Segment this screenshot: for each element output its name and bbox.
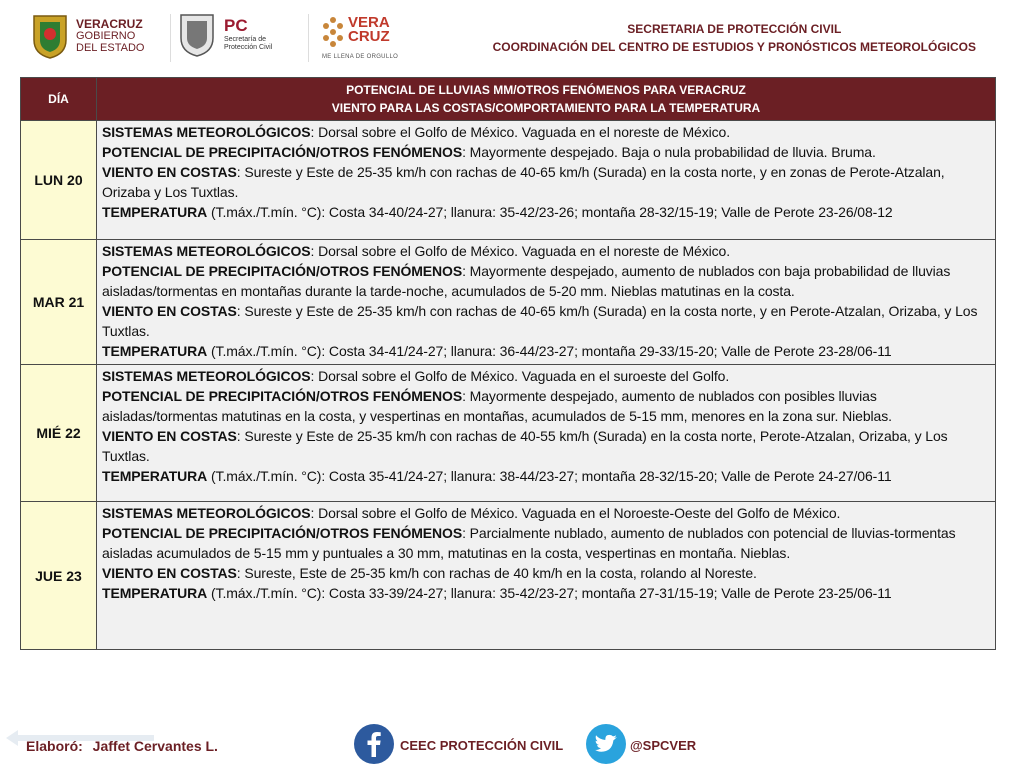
elaboro-name: Jaffet Cervantes L. [92,738,218,754]
conditions-cell [97,365,996,502]
table-row [21,365,996,502]
pc-line1: Secretaría de [224,36,267,43]
potencial-line [102,386,989,426]
temperatura-line [102,583,989,603]
temperatura-label: TEMPERATURA [102,585,208,601]
temperatura-text: (T.máx./T.mín. °C): Costa 35-41/24-27; llanura: 38-44/23-27; montaña 28-32/15-20; Valle de Perote 24-27/06-11 [207,468,892,484]
potencial-line [102,142,989,162]
forecast-table [20,77,996,650]
viento-text: : Sureste y Este de 25-35 km/h con rachas de 40-65 km/h (Surada) en la costa norte, y en zonas de Perote-Atzalan, Orizaba y Los Tuxtlas. [102,164,945,200]
title-line2: COORDINACIÓN DEL CENTRO DE ESTUDIOS Y PRONÓSTICOS METEOROLÓGICOS [492,40,976,54]
temperatura-line [102,202,989,222]
col-day-header: DÍA [21,78,97,121]
col-conditions-header [97,78,996,121]
veracruz-gobierno-logo [30,12,170,62]
conditions-cell [97,240,996,365]
potencial-text: : Mayormente despejado. Baja o nula probabilidad de lluvia. Bruma. [462,144,876,160]
star-logo-icon [320,14,346,50]
col-title-line1: POTENCIAL DE LLUVIAS MM/OTROS FENÓMENOS PARA VERACRUZ [346,83,746,97]
veracruz-brand-logo [320,10,420,66]
table-row [21,240,996,365]
potencial-text: : Mayormente despejado, aumento de nublados con baja probabilidad de lluvias aisladas/tormentas en montañas durante la tarde-noche, acumulados de 5-20 mm. Nieblas matutinas en la costa. [102,263,951,299]
conditions-cell [97,502,996,650]
facebook-link[interactable]: CEEC PROTECCIÓN CIVIL [400,738,564,753]
brand-slogan: ME LLENA DE ORGULLO [322,54,399,60]
potencial-label: POTENCIAL DE PRECIPITACIÓN/OTROS FENÓMENOS [102,525,463,541]
viento-label: VIENTO EN COSTAS [102,303,237,319]
temperatura-text: (T.máx./T.mín. °C): Costa 33-39/24-27; llanura: 35-42/23-27; montaña 27-31/15-19; Valle de Perote 23-25/06-11 [207,585,892,601]
day-cell: MAR 21 [21,240,97,365]
conditions-cell [97,121,996,240]
brand-line1: VERA [348,14,390,31]
elaboro [26,738,218,754]
temperatura-text: (T.máx./T.mín. °C): Costa 34-40/24-27; llanura: 35-42/23-26; montaña 28-32/15-19; Valle de Perote 23-26/08-12 [207,204,893,220]
day-cell: MIÉ 22 [21,365,97,502]
pc-abbr: PC [224,16,248,35]
viento-line [102,563,989,583]
logo-divider [308,14,309,62]
potencial-text: : Mayormente despejado, aumento de nublados con posibles lluvias aisladas/tormentas matutinas en la costa, y vespertinas en montañas, acumulados de 5-15 mm, menores en la zona sur. Nieblas. [102,388,892,424]
potencial-label: POTENCIAL DE PRECIPITACIÓN/OTROS FENÓMENOS [102,263,463,279]
potencial-line [102,523,989,563]
sistemas-line [102,241,989,261]
twitter-icon[interactable] [586,724,626,764]
sistemas-text: : Dorsal sobre el Golfo de México. Vaguada en el noreste de México. [310,243,730,259]
temperatura-label: TEMPERATURA [102,468,208,484]
viento-line [102,162,989,202]
col-title-line2: VIENTO PARA LAS COSTAS/COMPORTAMIENTO PARA LA TEMPERATURA [331,101,761,115]
brand-line2: CRUZ [348,28,390,45]
logo-veracruz-line2: GOBIERNO [76,30,136,42]
twitter-link[interactable]: @SPCVER [630,738,697,753]
viento-text: : Sureste, Este de 25-35 km/h con rachas de 40 km/h en la costa, rolando al Noreste. [236,565,757,581]
viento-line [102,426,989,466]
sistemas-text: : Dorsal sobre el Golfo de México. Vaguada en el Noroeste-Oeste del Golfo de México. [310,505,841,521]
temperatura-text: (T.máx./T.mín. °C): Costa 34-41/24-27; llanura: 36-44/23-27; montaña 29-33/15-20; Valle de Perote 23-28/06-11 [207,343,892,359]
temperatura-line [102,341,989,361]
viento-line [102,301,989,341]
sistemas-text: : Dorsal sobre el Golfo de México. Vaguada en el noreste de México. [310,124,730,140]
sistemas-line [102,122,989,142]
table-row [21,121,996,240]
viento-label: VIENTO EN COSTAS [102,428,237,444]
sistemas-label: SISTEMAS METEOROLÓGICOS [102,368,311,384]
table-row [21,502,996,650]
page-title [493,20,976,56]
temperatura-label: TEMPERATURA [102,204,208,220]
logo-divider [170,14,171,62]
logo-bar [24,8,424,68]
potencial-text: : Parcialmente nublado, aumento de nublados con potencial de lluvias-tormentas aisladas acumulados de 5-15 mm y puntuales a 30 mm, matutinas en la costa, vespertinas en montaña. Nieblas. [102,525,956,561]
table-header-row [21,78,996,121]
proteccion-civil-logo [178,10,302,64]
viento-label: VIENTO EN COSTAS [102,164,237,180]
sistemas-label: SISTEMAS METEOROLÓGICOS [102,505,311,521]
potencial-label: POTENCIAL DE PRECIPITACIÓN/OTROS FENÓMENOS [102,388,463,404]
footer [0,720,1016,767]
temperatura-label: TEMPERATURA [102,343,208,359]
pc-line2: Protección Civil [224,44,273,51]
title-line1: SECRETARIA DE PROTECCIÓN CIVIL [627,22,842,36]
viento-text: : Sureste y Este de 25-35 km/h con rachas de 40-55 km/h (Surada) en la costa norte, Perote-Atzalan, Orizaba, y Los Tuxtlas. [102,428,948,464]
day-cell: LUN 20 [21,121,97,240]
potencial-label: POTENCIAL DE PRECIPITACIÓN/OTROS FENÓMENOS [102,144,463,160]
potencial-line [102,261,989,301]
logo-veracruz-line1: VERACRUZ [76,17,143,31]
day-cell: JUE 23 [21,502,97,650]
pc-shield-icon [178,12,216,58]
sistemas-label: SISTEMAS METEOROLÓGICOS [102,124,311,140]
logo-veracruz-line3: DEL ESTADO [76,42,145,54]
sistemas-line [102,503,989,523]
elaboro-label: Elaboró: [26,738,83,754]
facebook-icon[interactable] [354,724,394,764]
sistemas-line [102,366,989,386]
viento-text: : Sureste y Este de 25-35 km/h con rachas de 40-65 km/h (Surada) en la costa norte, y en Perote-Atzalan, Orizaba, y Los Tuxtlas. [102,303,978,339]
veracruz-shield-icon [30,12,70,60]
temperatura-line [102,466,989,486]
sistemas-text: : Dorsal sobre el Golfo de México. Vaguada en el suroeste del Golfo. [310,368,730,384]
viento-label: VIENTO EN COSTAS [102,565,237,581]
sistemas-label: SISTEMAS METEOROLÓGICOS [102,243,311,259]
